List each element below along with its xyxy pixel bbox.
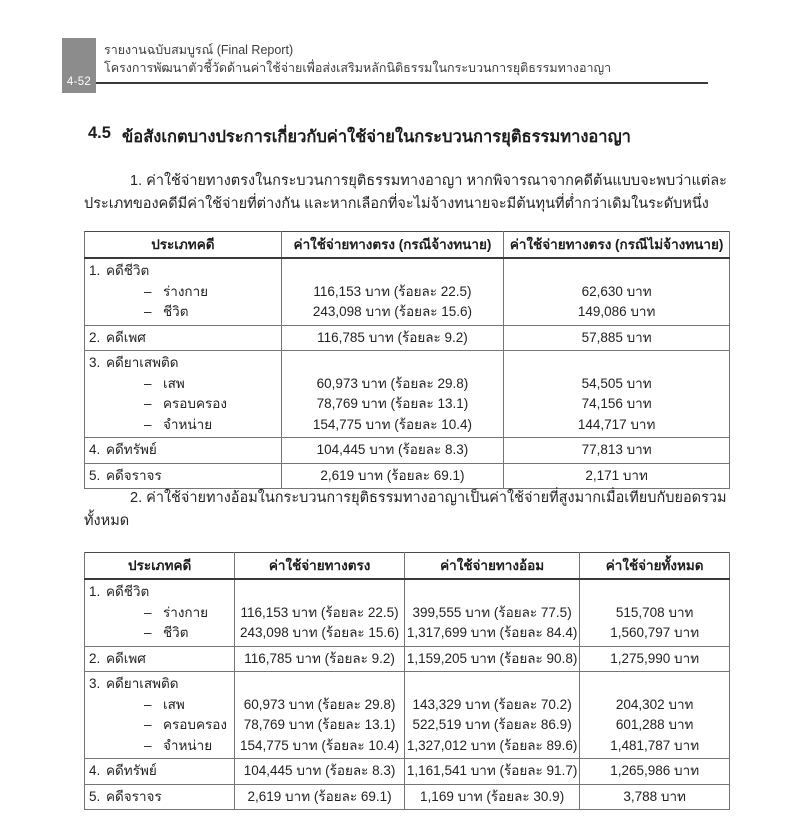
cost-value-cell bbox=[235, 646, 405, 672]
cost-value: 77,813 บาท bbox=[581, 442, 652, 457]
item-number: 3. bbox=[89, 676, 101, 691]
cost-value-cell bbox=[580, 759, 730, 785]
case-type-subitem bbox=[85, 695, 234, 716]
case-type-subitem bbox=[85, 394, 281, 415]
cost-value-cell bbox=[504, 351, 730, 438]
cost-value: 204,302 บาท bbox=[615, 696, 694, 712]
cost-value bbox=[282, 353, 504, 374]
dash-bullet: – bbox=[144, 396, 152, 411]
cost-value bbox=[405, 582, 579, 603]
case-type-subitem bbox=[85, 282, 281, 303]
case-type-cell bbox=[85, 351, 282, 438]
cost-value: 1,317,699 บาท (ร้อยละ 84.4) bbox=[406, 625, 578, 640]
item-number: 4. bbox=[89, 763, 101, 778]
page-number: 4-52 bbox=[66, 76, 92, 88]
cost-value-cell bbox=[404, 784, 579, 810]
cost-value: 3,788 บาท bbox=[623, 788, 686, 804]
cost-value-cell bbox=[281, 463, 504, 489]
case-type-label: คดีจราจร bbox=[106, 467, 162, 483]
item-number: 2. bbox=[89, 329, 101, 345]
cost-value: 1,481,787 บาท bbox=[610, 737, 700, 753]
header-divider bbox=[96, 82, 708, 84]
cost-value: 2,619 บาท (ร้อยละ 69.1) bbox=[247, 788, 392, 804]
case-type-cell bbox=[85, 672, 235, 759]
case-type-item bbox=[85, 761, 234, 782]
cost-value: 1,159,205 บาท (ร้อยละ 90.8) bbox=[406, 650, 578, 666]
case-type-item bbox=[85, 440, 281, 461]
table-row bbox=[85, 463, 730, 489]
cost-value-cell bbox=[404, 579, 579, 646]
case-type-item bbox=[85, 787, 234, 808]
table-row bbox=[85, 438, 730, 464]
case-type-subitem bbox=[85, 603, 234, 624]
case-type-cell bbox=[85, 438, 282, 464]
cost-value-cell bbox=[504, 325, 730, 351]
case-type-label: ชีวิต bbox=[163, 625, 189, 640]
item-number: 2. bbox=[89, 650, 101, 666]
page-number-badge bbox=[62, 38, 96, 93]
cost-value: 78,769 บาท (ร้อยละ 13.1) bbox=[316, 396, 469, 411]
cost-value: 60,973 บาท (ร้อยละ 29.8) bbox=[316, 375, 469, 391]
column-header: ประเภทคดี bbox=[85, 553, 235, 580]
cost-value: 104,445 บาท (ร้อยละ 8.3) bbox=[316, 442, 469, 457]
item-number: 3. bbox=[89, 355, 101, 370]
table-row bbox=[85, 351, 730, 438]
case-type-item bbox=[85, 674, 234, 695]
cost-value: 243,098 บาท (ร้อยละ 15.6) bbox=[312, 304, 473, 319]
dash-bullet: – bbox=[144, 696, 152, 712]
cost-value-cell bbox=[504, 438, 730, 464]
case-type-label: เสพ bbox=[163, 375, 185, 391]
case-type-label: คดีเพศ bbox=[106, 650, 146, 666]
column-header: ค่าใช้จ่ายทางตรง (กรณีไม่จ้างทนาย) bbox=[504, 232, 730, 259]
cost-value-cell bbox=[504, 258, 730, 325]
column-header: ค่าใช้จ่ายทั้งหมด bbox=[580, 553, 730, 580]
case-type-label: คดีชีวิต bbox=[106, 263, 150, 278]
cost-value: 154,775 บาท (ร้อยละ 10.4) bbox=[240, 737, 400, 753]
case-type-label: เสพ bbox=[163, 696, 185, 712]
case-type-item bbox=[85, 353, 281, 374]
cost-value: 399,555 บาท (ร้อยละ 77.5) bbox=[412, 604, 572, 620]
case-type-label: ร่างกาย bbox=[163, 283, 209, 299]
item-number: 1. bbox=[89, 584, 101, 599]
case-type-item bbox=[85, 582, 234, 603]
case-type-label: ครอบครอง bbox=[163, 396, 227, 411]
cost-value: 104,445 บาท (ร้อยละ 8.3) bbox=[243, 763, 396, 778]
cost-value-cell bbox=[404, 672, 579, 759]
cost-value-cell bbox=[281, 351, 504, 438]
cost-value bbox=[504, 261, 729, 282]
report-title: รายงานฉบับสมบูรณ์ (Final Report) bbox=[104, 43, 294, 57]
case-type-item bbox=[85, 328, 281, 349]
cost-value bbox=[580, 582, 729, 603]
running-header bbox=[104, 41, 611, 77]
cost-value: 1,169 บาท (ร้อยละ 30.9) bbox=[420, 788, 565, 804]
section-title: ข้อสังเกตบางประการเกี่ยวกับค่าใช้จ่ายในกระบวนการยุติธรรมทางอาญา bbox=[122, 128, 631, 146]
cost-value: 1,560,797 บาท bbox=[610, 625, 700, 640]
cost-value bbox=[580, 674, 729, 695]
cost-value: 60,973 บาท (ร้อยละ 29.8) bbox=[243, 696, 396, 712]
cost-value-cell bbox=[235, 759, 405, 785]
paragraph-indirect-costs: 2. ค่าใช้จ่ายทางอ้อมในกระบวนการยุติธรรมทางอาญาเป็นค่าใช้จ่ายที่สูงมากเมื่อเทียบกับยอดรวมทั้งหมด bbox=[84, 490, 727, 529]
case-type-label: คดียาเสพติด bbox=[106, 676, 179, 691]
dash-bullet: – bbox=[144, 604, 152, 620]
case-type-label: ชีวิต bbox=[163, 304, 189, 319]
cost-value: 1,327,012 บาท (ร้อยละ 89.6) bbox=[406, 737, 578, 753]
table-row bbox=[85, 258, 730, 325]
cost-value: 74,156 บาท bbox=[581, 396, 652, 411]
cost-value-cell bbox=[281, 325, 504, 351]
dash-bullet: – bbox=[144, 717, 152, 732]
table-header-row bbox=[85, 232, 730, 259]
cost-value: 1,265,986 บาท bbox=[610, 763, 700, 778]
cost-value: 116,153 บาท (ร้อยละ 22.5) bbox=[240, 604, 399, 620]
cost-value: 149,086 บาท bbox=[577, 304, 656, 319]
cost-value bbox=[405, 674, 579, 695]
table-row bbox=[85, 646, 730, 672]
item-number: 4. bbox=[89, 442, 101, 457]
cost-value: 2,171 บาท bbox=[585, 467, 648, 483]
cost-value-cell bbox=[404, 646, 579, 672]
cost-value: 144,717 บาท bbox=[577, 416, 656, 432]
cost-value: 57,885 บาท bbox=[581, 329, 652, 345]
case-type-item bbox=[85, 649, 234, 670]
case-type-label: คดีจราจร bbox=[106, 788, 162, 804]
project-subtitle: โครงการพัฒนาตัวชี้วัดด้านค่าใช้จ่ายเพื่อส่งเสริมหลักนิติธรรมในกระบวนการยุติธรรมทางอาญา bbox=[104, 61, 612, 75]
cost-value: 154,775 บาท (ร้อยละ 10.4) bbox=[312, 416, 473, 432]
cost-value: 601,288 บาท bbox=[615, 717, 694, 732]
case-type-cell bbox=[85, 579, 235, 646]
cost-value: 116,785 บาท (ร้อยละ 9.2) bbox=[317, 329, 468, 345]
case-type-label: ครอบครอง bbox=[163, 717, 227, 732]
case-type-label: คดีทรัพย์ bbox=[106, 442, 157, 457]
case-type-subitem bbox=[85, 736, 234, 757]
cost-value: 522,519 บาท (ร้อยละ 86.9) bbox=[412, 717, 572, 732]
case-type-cell bbox=[85, 463, 282, 489]
case-type-label: จำหน่าย bbox=[163, 737, 213, 753]
dash-bullet: – bbox=[144, 283, 152, 299]
cost-value bbox=[235, 674, 404, 695]
case-type-label: คดีเพศ bbox=[106, 329, 146, 345]
cost-value: 2,619 บาท (ร้อยละ 69.1) bbox=[320, 467, 465, 483]
table-row bbox=[85, 579, 730, 646]
dash-bullet: – bbox=[144, 625, 152, 640]
dash-bullet: – bbox=[144, 416, 152, 432]
cost-value bbox=[235, 582, 404, 603]
direct-costs-table bbox=[84, 231, 730, 489]
case-type-label: คดีชีวิต bbox=[106, 584, 150, 599]
dash-bullet: – bbox=[144, 375, 152, 391]
case-type-cell bbox=[85, 784, 235, 810]
case-type-cell bbox=[85, 325, 282, 351]
cost-value-cell bbox=[580, 784, 730, 810]
cost-value: 62,630 บาท bbox=[581, 283, 652, 299]
cost-value-cell bbox=[580, 672, 730, 759]
column-header: ค่าใช้จ่ายทางตรง (กรณีจ้างทนาย) bbox=[281, 232, 504, 259]
cost-value bbox=[504, 353, 729, 374]
cost-value: 116,785 บาท (ร้อยละ 9.2) bbox=[244, 650, 395, 666]
cost-value: 1,275,990 บาท bbox=[610, 650, 700, 666]
case-type-subitem bbox=[85, 623, 234, 644]
cost-value-cell bbox=[504, 463, 730, 489]
column-header: ค่าใช้จ่ายทางอ้อม bbox=[404, 553, 579, 580]
cost-value-cell bbox=[580, 579, 730, 646]
case-type-cell bbox=[85, 646, 235, 672]
table-header-row bbox=[85, 553, 730, 580]
section-number: 4.5 bbox=[88, 124, 111, 142]
paragraph-direct-costs: 1. ค่าใช้จ่ายทางตรงในกระบวนการยุติธรรมทางอาญา หากพิจารณาจากคดีต้นแบบจะพบว่าแต่ละประเภทของคดีมีค่าใช้จ่ายที่ต่างกัน และหากเลือกที่จะไม่จ้างทนายจะมีต้นทุนที่ต่ำกว่าเดิมในระดับหนึ่ง bbox=[84, 173, 727, 212]
table-row bbox=[85, 672, 730, 759]
cost-value: 1,161,541 บาท (ร้อยละ 91.7) bbox=[406, 763, 578, 778]
cost-value-cell bbox=[235, 579, 405, 646]
table-row bbox=[85, 759, 730, 785]
case-type-label: จำหน่าย bbox=[163, 416, 213, 432]
case-type-subitem bbox=[85, 415, 281, 436]
section-heading bbox=[88, 124, 631, 150]
cost-value: 116,153 บาท (ร้อยละ 22.5) bbox=[313, 283, 472, 299]
case-type-cell bbox=[85, 258, 282, 325]
total-costs-table bbox=[84, 552, 730, 810]
item-number: 5. bbox=[89, 467, 101, 483]
cost-value: 54,505 บาท bbox=[581, 375, 652, 391]
cost-value-cell bbox=[281, 438, 504, 464]
cost-value: 143,329 บาท (ร้อยละ 70.2) bbox=[412, 696, 572, 712]
dash-bullet: – bbox=[144, 304, 152, 319]
case-type-subitem bbox=[85, 715, 234, 736]
cost-value-cell bbox=[580, 646, 730, 672]
cost-value bbox=[282, 261, 504, 282]
column-header: ค่าใช้จ่ายทางตรง bbox=[235, 553, 405, 580]
table-row bbox=[85, 325, 730, 351]
cost-value-cell bbox=[235, 672, 405, 759]
case-type-cell bbox=[85, 759, 235, 785]
case-type-subitem bbox=[85, 302, 281, 323]
item-number: 1. bbox=[89, 263, 101, 278]
cost-value: 243,098 บาท (ร้อยละ 15.6) bbox=[240, 625, 400, 640]
cost-value-cell bbox=[235, 784, 405, 810]
cost-value: 78,769 บาท (ร้อยละ 13.1) bbox=[243, 717, 396, 732]
cost-value-cell bbox=[281, 258, 504, 325]
item-number: 5. bbox=[89, 788, 101, 804]
dash-bullet: – bbox=[144, 737, 152, 753]
cost-value: 515,708 บาท bbox=[615, 604, 694, 620]
case-type-subitem bbox=[85, 374, 281, 395]
cost-value-cell bbox=[404, 759, 579, 785]
case-type-label: คดียาเสพติด bbox=[106, 355, 179, 370]
case-type-item bbox=[85, 466, 281, 487]
case-type-item bbox=[85, 261, 281, 282]
case-type-label: ร่างกาย bbox=[163, 604, 209, 620]
table-row bbox=[85, 784, 730, 810]
case-type-label: คดีทรัพย์ bbox=[106, 763, 157, 778]
column-header: ประเภทคดี bbox=[85, 232, 282, 259]
